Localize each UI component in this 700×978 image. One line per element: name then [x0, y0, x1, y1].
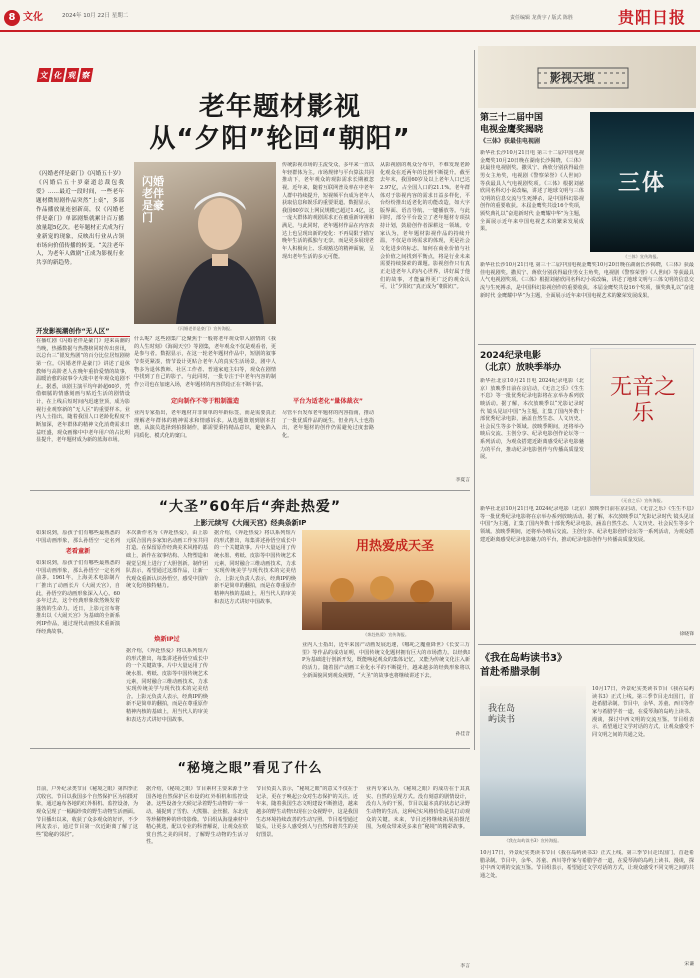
- story2-caption: 《无音之乐》宣传海报。: [618, 498, 666, 503]
- story1-title-line2: 电视金鹰奖揭晓: [480, 125, 544, 135]
- section-divider: [30, 490, 470, 491]
- feature-col1: 在播红剧《闪婚老伴是豪门》迎来高潮的当晚，热播数据与热搜榜同时传出喜讯，以总台三“银发热剧”的百分比位居短剧榜第一位。《闪婚老伴是豪门》讲述了退休教师与高阶老人在晚年重拾爱情的故事，温暖治愈的叙事令大批中老年观众追剧不止。据悉，该剧主演平均年龄超60岁，凭借细腻的情感刻画与贴近生活的剧情设计，在上线后短时间内迅速登顶，成为影视行业观察新的“无人区”的重要样本。业内人士指出，随着我国人口老龄化程度不断加深，老年群体的精神文化消费需求日益旺盛，观众画像中中老年用户的占比明显提升，老年题材成为新的蓝海市场。: [36, 338, 130, 444]
- editors-credit: 责任编辑 龙黄宇 / 版式 陈胜: [510, 15, 574, 21]
- mid-subhead: 上影元续写《大闹天宫》经典条新IP: [193, 519, 307, 527]
- column-kicker: [38, 68, 92, 82]
- bottom-col1: 日前，户外纪录类节目《秘境之眼》第四季正式收官。节目以我国多个自然保护区为拍摄对象，通过遍布各地的红外相机、监控设备，为观众呈现了一幅幅珍贵的野生动物生活画面。节目播出以来，收获了众多观众的好评，不少网友表示，通过节目第一次近距离了解了这些“隐秘的邻居”。: [36, 786, 138, 838]
- sidebar-banner: [478, 46, 696, 108]
- poster-title: 闪婚老伴是豪门: [142, 175, 164, 224]
- page-number-badge: 8: [4, 10, 20, 26]
- mid-col4: 业内人士指出，近年来国产动画发展迅速，《哪吒之魔童降世》《长安三万里》等作品的成功证明，中国传统文化题材拥有巨大的市场潜力。以经典IP为基础进行创新开发，既能唤起观众的集体记忆，又能为传统文化注入新的活力。随着国产动画工业化水平的不断提升，越来越多的经典形象将以全新面貌回到观众视野，“大圣”的故事也将继续讲述下去。: [302, 642, 470, 679]
- newspaper-logo: 贵阳日报: [618, 8, 687, 27]
- story3-poster-title: 我在岛屿读书: [488, 704, 516, 725]
- story2-title-line1: 2024纪录电影: [480, 351, 542, 361]
- feature-col4: 从影视剧的观众分布中，不难发现老龄化观众在近两年的比例不断提升。截至去年末，我国60岁及以上老年人口已达2.97亿，占全国人口的21.1%。老年群体对于影视内容的需求日益多样化，平台纷纷推出适老化的功能改造，如大字版界面、语音导航、一键播放等。与此同时，部分平台设立了老年题材专项扶持计划，鼓励创作者深耕这一领域。专家认为，老年题材影视作品的持续升温，不仅是市场需求的体现，更是社会文化进步的标志。如何在商业价值与社会价值之间找到平衡点，将是行业未来需要持续探索的课题。影视创作只有真正走进老年人的内心世界，讲好属于他们的故事，才能赢得更广泛的观众认可，让“夕阳红”真正成为“朝阳红”。: [380, 162, 470, 291]
- section-divider: [30, 748, 470, 749]
- sidebar-banner-title: 影视天地: [550, 71, 594, 84]
- feature-subhead-3: 平台为适老化“量体裁衣”: [292, 398, 363, 405]
- sidebar-divider: [478, 344, 696, 345]
- story1-body: 新华社长沙10月21日电 第三十二届中国电视金鹰奖10月20日晚在湖南长沙揭晓，《三体》获最佳电视剧奖。撒贝宁、蒋欣分别获得最佳男女主角奖，电视剧《警察荣誉》《人世间》等获最具人气电视剧奖项。《三体》根据刘慈欣同名科幻小说改编，讲述了地球文明与三体文明的信息交流与生死搏杀，是中国科幻影视创作的重要收获。本届金鹰奖共设16个奖项，颁奖典礼以“奋进新时代 金鹰耀中华”为主题，全面展示近年来中国电视艺术的繁荣发展成果。: [480, 150, 584, 233]
- feature-col3: 传统影视市场的主流受众，多年来一直以年轻群体为主。市场规律与平台算法共同推动下，老年观众的观影需求长期被忽视。近年来，随着互联网普及率在中老年人群中持续提升，短视频平台成为老年人获取信息和娱乐的重要渠道。数据显示，我国60岁以上网民规模已超过1.4亿，这一庞大群体的观剧需求正在被重新审视和满足。与此同时，老年题材作品在内容表达上也呈现出新的变化：不再局限于描写晚年生活的孤独与无奈，而是更多展现老年人积极向上、乐观豁达的精神面貌，呈现出老年生活的多元可能。: [282, 162, 374, 260]
- kicker-char: 观: [65, 68, 79, 82]
- feature-lead: 《闪婚老伴是豪门》《闪婚五十岁》《闪婚后五十岁豪道总裁包我爱》……最近一段时间，一些老年题材微短剧作品突然“上桌”，多部作品播放量连创新高，仅《闪婚老伴是豪门》单部剧集就累计百万播放量超5亿次。老年题材正式成为行业新宠的现象，反映出行业从占领市场向价值传播的转变。“关注老年人，为老年人做剧”正成为影视行业共享的新趋势。: [36, 171, 124, 267]
- story3-poster: [480, 686, 586, 836]
- feature-col2b: 业内专家指出，老年题材并非简单的年龄标签，而是需要真正理解老年群体的精神需求和情感诉求。从选题策划到剧本打磨，从演员选择到拍摄制作，都需要秉持精品意识，避免陷入同质化、模式化的窠臼。: [134, 410, 276, 439]
- mid-col1: 如果说到，原孩子们有哪些最熟悉的中国动画形象，那么孙悟空一定名列前茅。1961年，上海美术电影制片厂推出了动画长片《大闹天宫》，自此，孙悟空的动画形象深入人心。60多年过去，这个经典形象依然焕发着蓬勃的生命力。近日，上影元宣布将推出以《大闹天宫》为基础的全新系列IP作品，通过现代动画技术重新演绎经典故事。: [36, 560, 120, 635]
- kicker-char: 文: [37, 68, 51, 82]
- bottom-col2: 据介绍，《秘境之眼》节目素材主要来源于全国各地自然保护区布设的红外相机和监控设备。这些设备全天候记录着野生动物的一举一动，捕捉到了雪豹、大熊猫、金丝猴、东北虎等珍稀物种的珍贵影像。节目组从海量素材中精心挑选，配以专业的科普解说，让观众在欣赏自然之美的同时，了解野生动物的生活习性。: [146, 786, 248, 846]
- story3-caption: 《我在岛屿读书3》宣传海报。: [504, 838, 562, 843]
- story1-poster-title: 三体: [617, 171, 666, 196]
- feature-headline-line1: 老年题材影视: [198, 92, 361, 122]
- mid-col2b: 据介绍，《奔赴热爱》将以系列短片的形式推出，每集讲述孙悟空成长中的一个关键故事。片中大量运用了传统水墨、剪纸、皮影等中国传统艺术元素，同时融合三维动画技术，力求实现传统美学与现代技术的完美结合。上影元负责人表示，经典IP的焕新不是简单的翻拍，而是在尊重原作精神内核的基础上，用当代人的审美和表达方式讲好中国故事。: [126, 648, 208, 723]
- issue-date: 2024年 10月 22日 星期二: [62, 13, 129, 19]
- feature-headline-line2: 从“夕阳”轮回“朝阳”: [149, 124, 411, 154]
- feature-col2: 什么呢？这些剧集广泛聚焦于一般将老年观众带入剧情的《我的人生时刻》《海阔天空》等剧集，老年观众不仅是观看者，更是参与者。数据显示，在这一轮老年题材作品中，短剧的叙事节奏更紧凑，情节设计更贴合老年人的真实生活场景，剧中人物多为退休教师、社区工作者、普通家庭主妇等，观众在剧情中找到了自己的影子。与此同时，一批专注于中老年内容的制作公司也在加速入场，老年题材的内容供给正在不断丰富。: [134, 336, 276, 388]
- mid-poster: [302, 530, 470, 630]
- masthead-rule: [0, 30, 700, 32]
- story2-byline: 徐晓锋: [679, 632, 694, 637]
- story1-poster: [590, 112, 694, 252]
- feature-byline: 李夏言: [455, 478, 470, 483]
- story2-poster: [590, 348, 694, 496]
- mid-col3: 据介绍，《奔赴热爱》将以系列短片的形式推出，每集讲述孙悟空成长中的一个关键故事。片中大量运用了传统水墨、剪纸、皮影等中国传统艺术元素，同时融合三维动画技术，力求实现传统美学与现代技术的完美结合。上影元负责人表示，经典IP的焕新不是简单的翻拍，而是在尊重原作精神内核的基础上，用当代人的审美和表达方式讲好中国故事。: [214, 530, 296, 605]
- bottom-headline: “秘境之眼”看见了什么: [177, 761, 323, 776]
- story2-poster-title: 无音之乐: [609, 375, 676, 426]
- mid-subhead-2: 焕新IP过: [154, 636, 180, 643]
- story1-title-line1: 第三十二届中国: [480, 113, 544, 123]
- bottom-byline: 李言: [460, 964, 470, 969]
- story3-body-cont: 10月17日，外景纪实类读书节目《我在岛屿读书3》正式上线。第三季节目走出国门，首赴希腊录制。节目中，余华、苏童、西川等作家与希腊学者一道，在爱琴海的岛屿上读书、漫谈，探讨中西文明的交流互鉴。节目组表示，希望通过文学对话的方式，让观众感受不同文明之间的共通之处。: [480, 850, 694, 879]
- feature-col3b: 尽管平台发布老年题材的内容指南，推动了一批优质作品的诞生，但业内人士也指出，老年题材的创作仍需避免过度套路化。: [282, 410, 374, 439]
- bottom-col3: 节目负责人表示，“秘境之眼”的意义不仅在于记录，更在于唤起公众对生态保护的关注。近年来，随着我国生态文明建设不断推进，越来越多的野生动物出现在公众视野中，这是我国生态环境持续改善的生动写照。节目希望通过镜头，让更多人感受到人与自然和谐共生的美好图景。: [256, 786, 358, 838]
- story1-caption: 《三体》宣传海报。: [623, 254, 661, 259]
- mid-col2: 本次新作名为《奔赴热爱》，由上影元联合国内多家知名动画工作室共同打造。在保留原作经典美术风格的基础上，新作在叙事结构、人物塑造和视觉呈现上进行了大胆创新。制作团队表示，希望通过这部作品，让新一代观众重新认识孙悟空，感受中国传统文化的独特魅力。: [126, 530, 208, 590]
- story3-title-line2: 首赴希腊录制: [480, 667, 540, 678]
- story2-title-line2: （北京）放映季举办: [480, 363, 562, 373]
- feature-subhead-2: 定向制作不等于粗制滥造: [170, 398, 240, 405]
- kicker-char: 化: [51, 68, 65, 82]
- kicker-char: 察: [79, 68, 93, 82]
- story2-body-cont: 新华社北京10月21日电 2024纪录电影（北京）放映季日前在京启动，《无音之乐》《生生不息》等一批优秀纪录电影将在京举办系列放映活动。据了解，本次放映季以“光影记录时代 镜头见证中国”为主题，汇集了国内外数十部优秀纪录电影，涵盖自然生态、人文历史、社会民生等多个领域。放映季期间，还将举办映后交流、主创分享、纪录电影创作论坛等一系列活动，为观众搭建近距离感受纪录电影魅力的平台，推动纪录电影创作与传播高质量发展。: [480, 506, 694, 543]
- mid-poster-title: 用热爱成天圣: [356, 539, 435, 554]
- sidebar-divider: [478, 644, 696, 645]
- story1-subtitle: 《三体》获最佳电视剧: [480, 138, 541, 145]
- column-divider: [474, 50, 475, 750]
- story1-body-cont: 新华社长沙10月21日电 第三十二届中国电视金鹰奖10月20日晚在湖南长沙揭晓，《三体》获最佳电视剧奖。撒贝宁、蒋欣分别获得最佳男女主角奖，电视剧《警察荣誉》《人世间》等获最具人气电视剧奖项。《三体》根据刘慈欣同名科幻小说改编，讲述了地球文明与三体文明的信息交流与生死搏杀，是中国科幻影视创作的重要收获。本届金鹰奖共设16个奖项，颁奖典礼以“奋进新时代 金鹰耀中华”为主题，全面展示近年来中国电视艺术的繁荣发展成果。: [480, 262, 694, 299]
- bottom-col4: 业内专家认为，《秘境之眼》的成功在于其真实、自然的呈现方式。没有刻意的剧情设计，没有人为的干预，节目以最本真的状态记录野生动物的生活，这种纪实风格恰恰是其打动观众的关键。未来，节目还将继续拓展拍摄范围，为观众带来更多来自“秘境”的精彩故事。: [366, 786, 470, 831]
- feature-photo-caption: 《闪婚老伴是豪门》宣传海报。: [175, 326, 235, 331]
- mid-subhead-1: 老看童新: [65, 548, 91, 555]
- section-label: 文化: [23, 12, 43, 23]
- story3-title-line1: 《我在岛屿读书3》: [480, 653, 567, 664]
- story3-byline: 宋谦: [684, 962, 694, 967]
- mid-byline: 孙佳音: [455, 732, 470, 737]
- story2-body: 新华社北京10月21日电 2024纪录电影（北京）放映季日前在京启动，《无音之乐》《生生不息》等一批优秀纪录电影将在京举办系列放映活动。据了解，本次放映季以“光影记录时代 镜头见证中国”为主题，汇集了国内外数十部优秀纪录电影，涵盖自然生态、人文历史、社会民生等多个领域。放映季期间，还将举办映后交流、主创分享、纪录电影创作论坛等一系列活动，为观众搭建近距离感受纪录电影魅力的平台，推动纪录电影创作与传播高质量发展。: [480, 378, 584, 461]
- mid-col1-intro: 如果说到，原孩子们有哪些最熟悉的中国动画形象，那么孙悟空一定名列: [36, 530, 120, 544]
- mid-headline: “大圣”60年后“奔赴热爱”: [158, 499, 342, 515]
- feature-subhead-1: 开发影视潮创作“无人区”: [36, 327, 130, 337]
- story3-body: 10月17日，外景纪实类读书节目《我在岛屿读书3》正式上线。第三季节目走出国门，首赴希腊录制。节目中，余华、苏童、西川等作家与希腊学者一道，在爱琴海的岛屿上读书、漫谈，探讨中西文明的交流互鉴。节目组表示，希望通过文学对话的方式，让观众感受不同文明之间的共通之处。: [592, 686, 694, 738]
- mid-poster-caption: 《奔赴热爱》宣传海报。: [362, 632, 410, 637]
- feature-photo: [134, 162, 276, 324]
